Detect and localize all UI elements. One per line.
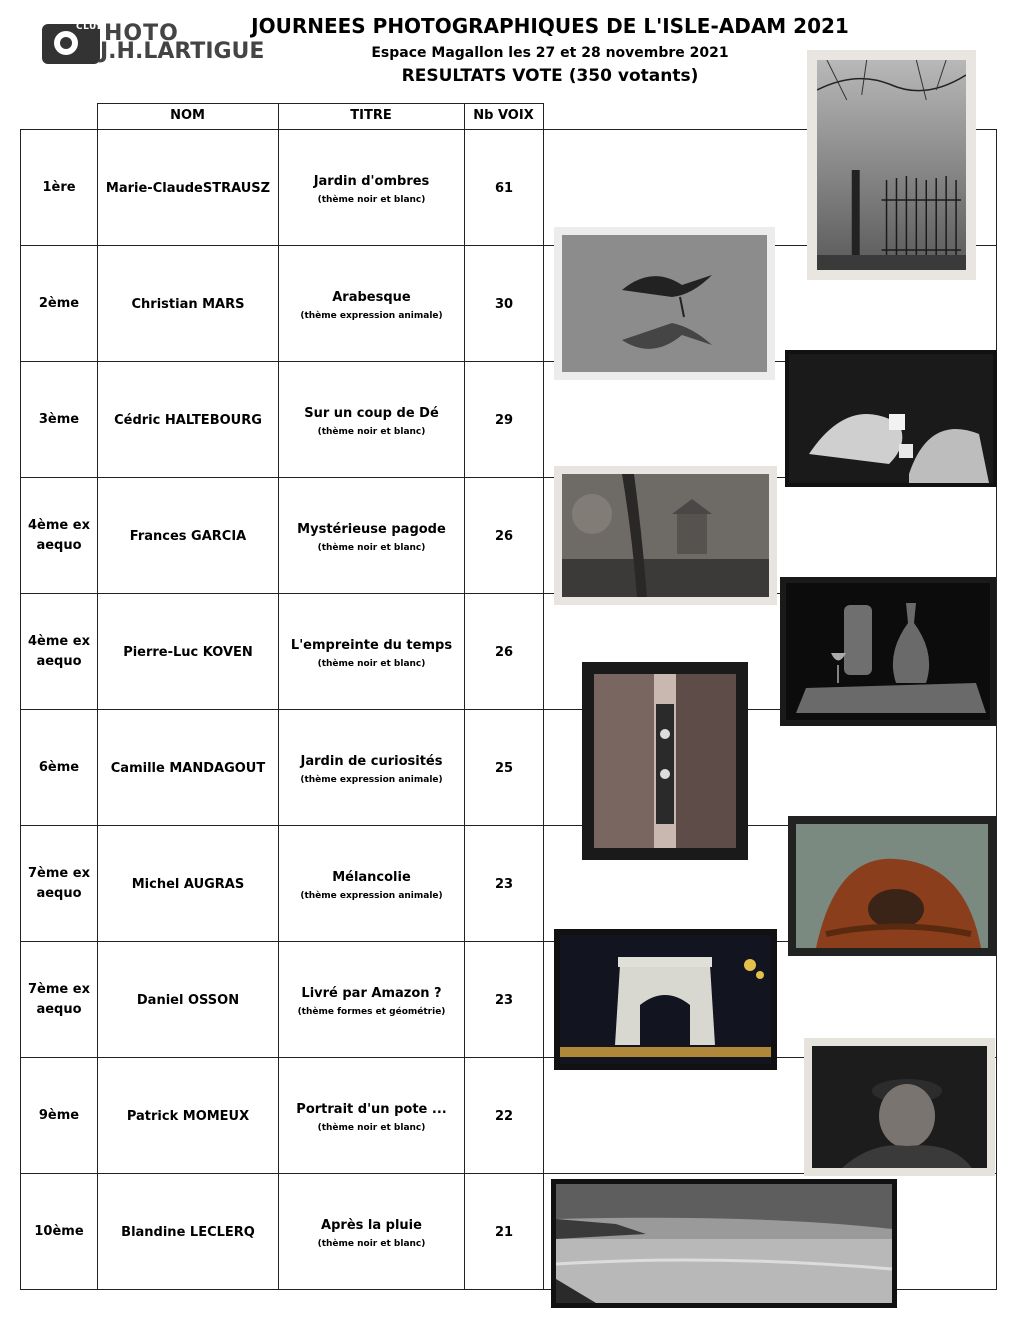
logo-line1: HOTO (104, 21, 179, 46)
name-cell: Camille MANDAGOUT (110, 760, 266, 776)
votes-cell: 22 (494, 1108, 514, 1124)
logo-line2: J.H.LARTIGUE (100, 39, 265, 64)
column-header-voix: Nb VOIX (473, 108, 534, 123)
rank-cell: 10ème (34, 1224, 84, 1239)
title-cell: Mélancolie (332, 869, 411, 885)
title-cell: Arabesque (332, 289, 411, 305)
title-cell: Jardin d'ombres (313, 173, 430, 189)
theme-cell: (thème noir et blanc) (317, 194, 426, 205)
title-cell: Après la pluie (321, 1217, 422, 1233)
name-cell: Michel AUGRAS (131, 876, 245, 892)
photo-mysterieuse-pagode (554, 466, 777, 605)
rank-cell: 2ème (38, 296, 80, 311)
theme-cell: (thème formes et géométrie) (297, 1006, 446, 1017)
theme-cell: (thème expression animale) (300, 890, 443, 901)
club-logo (42, 21, 265, 66)
rank-cell: 7ème ex aequo (28, 982, 90, 1017)
photo-portrait-d-un-pote (804, 1038, 995, 1176)
photo-melancolie (788, 816, 996, 956)
theme-cell: (thème noir et blanc) (317, 542, 426, 553)
votes-cell: 29 (494, 412, 514, 428)
votes-cell: 26 (494, 528, 514, 544)
name-cell: Frances GARCIA (129, 528, 247, 544)
name-cell: Patrick MOMEUX (126, 1108, 250, 1124)
results-heading: RESULTATS VOTE (350 votants) (401, 66, 699, 86)
votes-cell: 61 (494, 180, 514, 196)
theme-cell: (thème noir et blanc) (317, 1122, 426, 1133)
column-header-titre: TITRE (350, 108, 392, 123)
page-title: JOURNEES PHOTOGRAPHIQUES DE L'ISLE-ADAM 2021 (251, 14, 849, 38)
photo-jardin-d-ombres (807, 50, 976, 280)
photo-arabesque (554, 227, 775, 380)
title-cell: Portrait d'un pote ... (296, 1101, 447, 1117)
votes-cell: 23 (494, 992, 514, 1008)
rank-cell: 3ème (38, 412, 80, 427)
column-header-nom: NOM (170, 108, 205, 123)
name-cell: Daniel OSSON (136, 992, 240, 1008)
title-cell: Livré par Amazon ? (301, 985, 442, 1001)
rank-cell: 1ère (42, 180, 76, 195)
votes-cell: 30 (494, 296, 514, 312)
name-cell: Blandine LECLERQ (121, 1224, 255, 1240)
theme-cell: (thème noir et blanc) (317, 1238, 426, 1249)
rank-cell: 4ème ex aequo (28, 634, 90, 669)
theme-cell: (thème expression animale) (300, 310, 443, 321)
votes-cell: 23 (494, 876, 514, 892)
votes-cell: 21 (494, 1224, 514, 1240)
theme-cell: (thème expression animale) (300, 774, 443, 785)
title-cell: Sur un coup de Dé (304, 405, 439, 421)
name-cell: Cédric HALTEBOURG (114, 412, 262, 428)
photo-empreinte-du-temps (780, 577, 996, 726)
votes-cell: 26 (494, 644, 514, 660)
title-cell: L'empreinte du temps (290, 637, 453, 653)
rank-cell: 9ème (38, 1108, 80, 1123)
logo-club-text: CLUB (76, 22, 105, 32)
rank-cell: 4ème ex aequo (28, 518, 90, 553)
photo-livre-par-amazon (554, 929, 777, 1070)
photo-apres-la-pluie (551, 1179, 897, 1308)
photo-coup-de-de (785, 350, 997, 487)
theme-cell: (thème noir et blanc) (317, 426, 426, 437)
rank-cell: 7ème ex aequo (28, 866, 90, 901)
name-cell: Christian MARS (131, 296, 245, 312)
event-subtitle: Espace Magallon les 27 et 28 novembre 2021 (371, 45, 729, 61)
name-cell: Pierre-Luc KOVEN (123, 644, 253, 660)
theme-cell: (thème noir et blanc) (317, 658, 426, 669)
title-cell: Jardin de curiosités (300, 753, 443, 769)
name-cell: Marie-ClaudeSTRAUSZ (105, 180, 271, 196)
photo-jardin-de-curiosites (582, 662, 748, 860)
rank-cell: 6ème (38, 760, 80, 775)
votes-cell: 25 (494, 760, 514, 776)
title-cell: Mystérieuse pagode (297, 521, 446, 537)
